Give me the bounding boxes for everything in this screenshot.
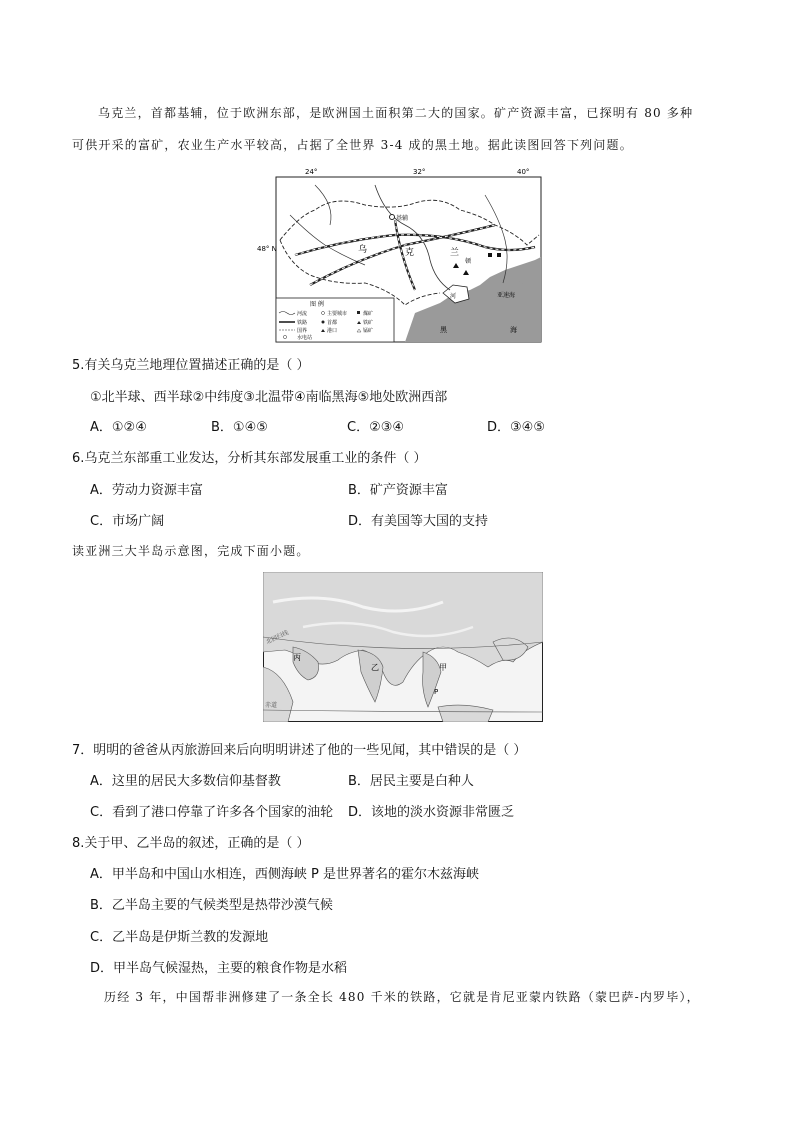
equator-label: 赤道 xyxy=(265,702,278,709)
intro-line-1: 乌克兰，首都基辅，位于欧洲东部，是欧洲国土面积第二大的国家。矿产资源丰富，已探明有 80 多种 xyxy=(98,106,694,120)
legend-river: 河流 xyxy=(297,311,308,317)
q8-option-d[interactable]: D．甲半岛气候湿热，主要的粮食作物是水稻 xyxy=(90,961,348,976)
legend-border: 国界 xyxy=(297,328,308,334)
azov-sea-label: 亚速海 xyxy=(497,292,516,299)
intro-line-2: 可供开采的富矿，农业生产水平较高，占据了全世界 3-4 成的黑土地。据此读图回答下列问题。 xyxy=(72,138,633,152)
label-jia: 甲 xyxy=(439,663,447,672)
tropic-label: 北回归线 xyxy=(264,629,290,646)
lon-label-40: 40° xyxy=(517,168,530,176)
coal-mine-icon xyxy=(488,253,492,257)
q7-option-a[interactable]: A．这里的居民大多数信仰基督教 xyxy=(90,774,281,789)
q8-option-b[interactable]: B．乙半岛主要的气候类型是热带沙漠气候 xyxy=(90,898,333,913)
q7-stem: 7．明明的爸爸从丙旅游回来后向明明讲述了他的一些见闻，其中错误的是（ ） xyxy=(72,743,527,758)
q8-stem: 8.关于甲、乙半岛的叙述，正确的是（ ） xyxy=(72,836,310,851)
black-sea-label-1: 黑 xyxy=(440,326,447,334)
q8-option-c[interactable]: C．乙半岛是伊斯兰教的发源地 xyxy=(90,930,269,945)
q8-option-a[interactable]: A．甲半岛和中国山水相连，西侧海峡 P 是世界著名的霍尔木兹海峡 xyxy=(90,867,479,882)
legend-city: 主要城市 xyxy=(327,311,348,317)
label-river: 河 xyxy=(450,293,457,300)
country-char-3: 兰 xyxy=(450,248,460,258)
q5-option-d[interactable]: D．③④⑤ xyxy=(487,420,545,435)
q5-option-c[interactable]: C．②③④ xyxy=(347,420,405,435)
label-yi: 乙 xyxy=(371,663,379,672)
label-don: 顿 xyxy=(465,258,472,265)
black-sea-label-2: 海 xyxy=(510,326,517,334)
legend-coal: 煤矿 xyxy=(363,311,374,317)
legend-capital: 首都 xyxy=(327,320,338,326)
q6-option-d[interactable]: D．有美国等大国的支持 xyxy=(348,514,489,529)
q7-option-b[interactable]: B．居民主要是白种人 xyxy=(348,774,474,789)
legend-port: 港口 xyxy=(327,328,338,334)
q5-option-a[interactable]: A．①②④ xyxy=(90,420,147,435)
legend-title: 图 例 xyxy=(310,301,324,308)
lat-label-48: 48° N xyxy=(257,245,277,253)
tail-paragraph: 历经 3 年，中国帮非洲修建了一条全长 480 千米的铁路，它就是肯尼亚蒙内铁路（蒙巴萨-内罗毕）， xyxy=(104,990,700,1004)
lon-label-24: 24° xyxy=(305,168,318,176)
country-char-1: 乌 xyxy=(358,245,368,255)
q6-stem: 6.乌克兰东部重工业发达，分析其东部发展重工业的条件（ ） xyxy=(72,451,427,466)
label-p: P xyxy=(434,688,439,696)
q5-statements: ①北半球、西半球②中纬度③北温带④南临黑海⑤地处欧洲西部 xyxy=(90,390,448,405)
capital-marker xyxy=(390,215,395,220)
coal-mine-icon xyxy=(497,253,501,257)
q7-option-c[interactable]: C．看到了港口停靠了许多各个国家的油轮 xyxy=(90,805,334,820)
label-bing: 丙 xyxy=(293,653,301,662)
ukraine-map xyxy=(255,165,545,345)
q7-option-d[interactable]: D．该地的淡水资源非常匮乏 xyxy=(348,805,515,820)
lon-label-32: 32° xyxy=(413,168,426,176)
q6-option-c[interactable]: C．市场广阔 xyxy=(90,514,165,529)
legend-hydro: 水电站 xyxy=(297,335,313,341)
q5-stem: 5.有关乌克兰地理位置描述正确的是（ ） xyxy=(72,358,310,373)
q5-option-b[interactable]: B．①④⑤ xyxy=(211,420,268,435)
country-char-2: 克 xyxy=(405,248,415,258)
q6-option-a[interactable]: A．劳动力资源丰富 xyxy=(90,483,203,498)
intro-2: 读亚洲三大半岛示意图，完成下面小题。 xyxy=(72,544,310,558)
asia-peninsula-map xyxy=(263,572,543,722)
legend-manganese: 锰矿 xyxy=(363,328,374,334)
q6-option-b[interactable]: B．矿产资源丰富 xyxy=(348,483,448,498)
legend-iron: 铁矿 xyxy=(363,320,374,326)
capital-label: 基辅 xyxy=(396,215,409,222)
legend-railway: 铁路 xyxy=(297,320,308,326)
